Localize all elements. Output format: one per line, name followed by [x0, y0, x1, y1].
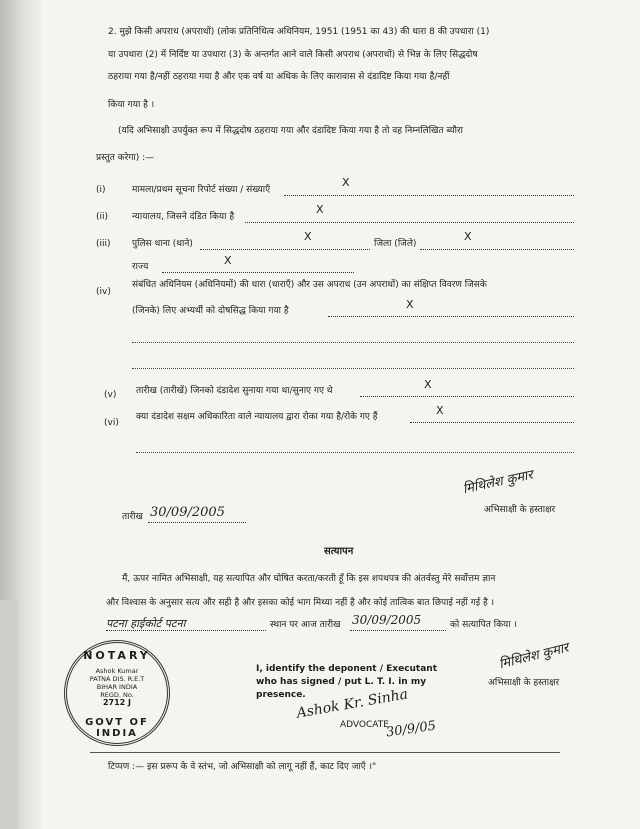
verification-date-blank: [350, 630, 446, 631]
item-iii-state-blank: [162, 272, 354, 273]
item-iii-station-blank: [200, 249, 370, 250]
item-iii-state-mark: X: [224, 254, 232, 267]
stamp-top-text: NOTARY: [83, 649, 151, 662]
item-ii-mark: X: [316, 203, 324, 216]
advocate-date: 30/9/05: [385, 718, 437, 741]
date-blank: [148, 522, 246, 523]
item-i-mark: X: [342, 176, 350, 189]
item-iv-extra-line-2: [132, 368, 574, 369]
para2-line1: 2. मुझे किसी अपराध (अपराधों) (लोक प्रतिनिधित्व अधिनियम, 1951 (1951 का 43) की धारा 8 की उपधारा (1): [108, 27, 490, 37]
deponent-signature-1-label: अभिसाक्षी के हस्ताक्षर: [484, 505, 556, 515]
advocate-signature: Ashok Kr. Sinha: [295, 686, 410, 722]
para2-line4: किया गया है ।: [108, 100, 155, 110]
item-iii-state-label: राज्य: [132, 262, 149, 272]
item-iv-blank: [328, 316, 574, 317]
item-vi-mark: X: [436, 404, 444, 417]
item-iv-mark: X: [406, 298, 414, 311]
para2-line2: या उपधारा (2) में निर्दिष्ट या उपधारा (3) के अन्तर्गत आने वाले किसी अपराध (अपराधों) से भिन्न के लिए सिद्धदोष: [108, 50, 478, 60]
item-v-label: तारीख (तारीखें) जिनको दंडादेश सुनाया गया था/सुनाए गए थे: [136, 386, 333, 396]
item-iii-label: पुलिस थाना (थाने): [132, 239, 193, 249]
deponent-signature-2: मिथिलेश कुमार: [497, 640, 571, 673]
verification-line3b: को सत्यापित किया ।: [450, 620, 517, 630]
item-ii-number: (ii): [96, 212, 109, 222]
item-iv-line2: (जिनके) लिए अभ्यर्थी को दोषसिद्ध किया गया है: [132, 306, 289, 316]
item-i-label: मामला/प्रथम सूचना रिपोर्ट संख्या / संख्याएँ: [132, 185, 271, 195]
deponent-signature-1: मिथिलेश कुमार: [461, 467, 535, 498]
intro-line2: प्रस्तुत करेगा) :—: [96, 153, 155, 163]
item-vi-label: क्या दंडादेश सक्षम अधिकारिता वाले न्यायालय द्वारा रोका गया है/रोके गए हैं: [136, 412, 378, 422]
item-i-blank: [284, 195, 574, 196]
verification-place: पटना हाईकोर्ट पटना: [106, 617, 186, 630]
verification-line2: और विश्वास के अनुसार सत्य और सही है और इसका कोई भाग मिथ्या नहीं है और कोई तात्विक बात छिपाई नहीं गई है ।: [106, 598, 495, 608]
item-iii-district-label: जिला (जिले): [374, 239, 417, 249]
item-iii-station-mark: X: [304, 230, 312, 243]
deponent-signature-2-label: अभिसाक्षी के हस्ताक्षर: [488, 678, 560, 688]
item-v-blank: [360, 396, 574, 397]
item-i-number: (i): [96, 185, 106, 195]
item-iii-number: (iii): [96, 239, 111, 249]
footer-note: टिप्पण :— इस प्ररूप के वे स्तंभ, जो अभिसाक्षी को लागू नहीं हैं, काट दिए जाएँ ।": [108, 762, 377, 772]
advocate-title: ADVOCATE: [340, 720, 389, 730]
para2-line3: ठहराया गया है/नहीं ठहराया गया है और एक वर्ष या अधिक के लिए कारावास से दंडादिष्ट किया गया है/नहीं: [108, 72, 450, 82]
verification-line3a: स्थान पर आज तारीख: [270, 620, 341, 630]
notary-line2: who has signed / put L. T. I. in my: [256, 677, 427, 687]
stamp-line3: BIHAR INDIA: [96, 683, 138, 691]
item-v-number: (v): [104, 390, 117, 400]
item-iii-district-blank: [420, 249, 574, 250]
item-iii-district-mark: X: [464, 230, 472, 243]
item-v-mark: X: [424, 378, 432, 391]
stamp-name: Ashok Kumar: [95, 667, 139, 675]
notary-line1: I, identify the deponent / Executant: [256, 664, 438, 674]
stamp-inner: [89, 667, 145, 707]
item-vi-extra-line: [136, 452, 574, 453]
notary-stamp: [64, 640, 170, 746]
intro-line1: (यदि अभिसाक्षी उपर्युक्त रूप में सिद्धदोष ठहराया गया और दंडादिष्ट किया गया है तो वह निम्नलिखित ब्यौरा: [118, 126, 463, 136]
item-ii-blank: [245, 222, 574, 223]
item-ii-label: न्यायालय, जिसने दंडित किया है: [132, 212, 235, 222]
stamp-line4: REGD. No.: [100, 691, 134, 699]
date-value: 30/09/2005: [150, 505, 225, 520]
scan-shadow-lower: [0, 600, 18, 829]
date-label: तारीख: [122, 512, 143, 522]
verification-line1: मैं, ऊपर नामित अभिसाक्षी, यह सत्यापित और घोषित करता/करती हूँ कि इस शपथपत्र की अंतर्वस्तु मेरे सर्वोत्तम ज्ञान: [122, 574, 496, 584]
stamp-line2: PATNA DIS. R.E.T: [89, 675, 145, 683]
verification-place-blank: [106, 630, 266, 631]
item-iv-extra-line-1: [132, 342, 574, 343]
item-iv-number: (iv): [96, 287, 111, 297]
notary-line3: presence.: [256, 690, 306, 700]
verification-heading: सत्यापन: [324, 546, 354, 557]
stamp-bottom-text: GOVT OF INDIA: [85, 717, 149, 739]
item-vi-blank: [410, 422, 574, 423]
note-divider: [90, 752, 560, 753]
stamp-line5: 2712 J: [102, 698, 132, 707]
item-vi-number: (vi): [104, 418, 119, 428]
item-iv-line1: संबंधित अधिनियम (अधिनियमों) की धारा (धाराएँ) और उस अपराध (उन अपराधों) का संक्षिप्त विवरण जिसके: [132, 280, 487, 290]
verification-date: 30/09/2005: [352, 613, 422, 627]
